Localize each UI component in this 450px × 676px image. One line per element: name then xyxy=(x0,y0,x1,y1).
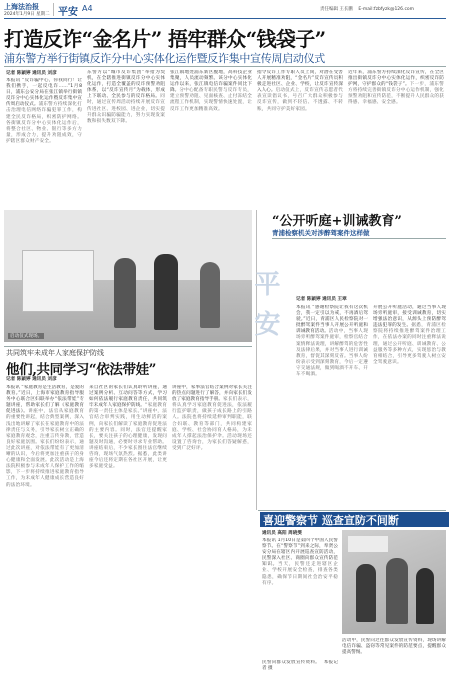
bottom-photo-caption xyxy=(262,660,338,672)
second-column-2 xyxy=(89,385,167,671)
lead-col3-text: 张江镇地处浦东新区腹地，高科技企业集聚，人员流动频繁。该分中心实体化运作以来，张江镇电信诈骗案件同比下降。 xyxy=(170,70,252,94)
lead-col1-text: 本报讯 “反诈骗中心，你我同行！让我们携手，一起反电诈……”1月8日，浦东公安分局在张江镇举行街镇反诈分中心实体化运作暨反诈集中宣传周启动仪式。 xyxy=(6,78,82,108)
lead-column-3 xyxy=(170,70,252,206)
bottom-headline: 喜迎警察节 巡查宣防不间断 xyxy=(260,512,449,527)
lead-photo xyxy=(4,210,252,342)
section-name: 平安 xyxy=(58,7,78,18)
feature-col1-text: 本报讯 “感谢检察院让我有这次机会，我一定引以为戒，不再酒后驾驶。”近日，青浦区人民检察院对一批醉驾案件当事人开展公开听庭和训诫教育活动。 xyxy=(296,305,368,335)
photo-podium xyxy=(22,250,94,312)
second-column-3 xyxy=(172,385,252,671)
second-col3-fill: 家长们表示，将认真学习家庭教育促进法，依法履行监护职责，做孩子成长路上的引路人。法院也将持续延伸审判职能，联合妇联、教育等部门，共同构建家庭、学校、社会协同育人格局，为未成年人撑起法治保护伞。活动现场还设置了咨询台，为家长们答疑解惑，受到广泛好评。 xyxy=(172,397,252,451)
second-col2-text: 来自社区的家长们认真聆听讲座，通过案例分析、互动问答等方式，学习如何依法履行家庭教育责任，共同筑牢未成年人家庭保护防线。 xyxy=(89,385,167,409)
lead-subhead: 浦东警方举行街镇反诈分中心实体化运作暨反诈集中宣传周启动仪式 xyxy=(4,52,325,65)
lead-column-2 xyxy=(87,70,165,206)
feature-col1-fill: 活动中，当事人现场旁听醉驾案件庭审，检察官结合案情释法说理，讲解醉驾的危害性及法律后果，并对当事人进行训诫教育，督促其深刻反省。当事人纷纷表示受到深刻教育，今后一定遵守交通法规，做到喝酒不开车、开车不喝酒。 xyxy=(296,329,368,378)
second-col1-text: 本报讯 “家庭教育是生活教育，是爱的教育。”近日，上海市家庭教育指导服务中心联合区妇联举办“依法带娃”专题讲座，帮助家长们了解《家庭教育促进法》。 xyxy=(6,385,84,415)
second-col2-fill: “家庭教育的第一责任主体是家长。”讲座中，法官结合审判实践，用生动鲜活的案例，向家长们解读了家庭教育促进法的主要内容。同时，法官还提醒家长，要关注孩子的心理健康，发现问题及时沟通，必要时寻求专业帮助。讲座结束后，不少家长围住法官继续咨询，现场气氛热烈。据悉，此类讲座今后还将定期在各社区开展，让更多家庭受益。 xyxy=(89,403,167,470)
photo-figure-2 xyxy=(154,254,178,330)
photo-caption: 启动仪式现场。 xyxy=(10,334,43,339)
masthead-rule xyxy=(4,18,446,19)
feature-column-2 xyxy=(373,305,446,507)
second-kicker: 共同筑牢未成年人家庭保护防线 xyxy=(6,349,104,357)
photo-figure-1 xyxy=(114,258,136,328)
editor-credit xyxy=(320,6,414,12)
feature-col2-fill: 据悉，青浦区检察院将持续推进醉驾案件治理工作，在依法办案的同时注重释法说理，通过公开听庭、训诫教育、公益服务等多种方式，实现惩治与教育相结合，引导更多驾驶人树立安全驾驶意识。 xyxy=(373,323,446,365)
photo2-figure-3 xyxy=(416,568,434,624)
bottom-col2-text: 活动中，民警向过往群众发放宣传资料，现场讲解电信诈骗、盗窃等常见案件的防范要点，提醒群众提高警惕。 xyxy=(342,638,446,656)
feature-col2-text: 开展公开听庭活动，通过当事人现场旁听庭审，接受训诫教育，切实增强法治意识，从源头上预防醉驾违法犯罪的发生。 xyxy=(373,305,446,329)
lead-headline: 打造反诈“金名片” 捂牢群众“钱袋子” xyxy=(4,27,326,51)
lead-col1-fill: 浦东警方持续深化打击治理电信网络诈骗犯罪工作，构建全民反诈格局，织密防护网络。各街镇反诈分中心实体化运作后，将整合社区、物业、银行等多方力量，形成合力，提升劝阻成效，守护辖区群众财产安全。 xyxy=(6,102,82,144)
bottom-col1-fill: 当天，民警还走进辖区企业、学校开展安全检查，排查各类隐患，确保节日期间社会治安平稳有序。 xyxy=(262,562,338,586)
feature-divider xyxy=(256,210,257,510)
lead-col4-fill: 启动仪式上，反诈宣传志愿者代表宣读倡议书，号召广大群众积极参与反诈宣传，做到不轻信、不透露、不转账，共同守护美好家园。 xyxy=(257,88,343,112)
bottom-byline: 通讯员 高阳 周晓雯 xyxy=(262,531,302,536)
feature-column-1 xyxy=(296,305,368,507)
lead-column-1 xyxy=(6,78,82,206)
editor-name: 责任编辑 王长鹏 xyxy=(320,7,353,12)
lead-col2-fill: 同时，通过宣传周活动持续开展反诈宣传进社区、进校园、进企业，切实提升群众识骗防骗能力，努力实现发案数和损失数双下降。 xyxy=(87,94,165,124)
page-number: A4 xyxy=(82,4,93,13)
lead-column-4 xyxy=(257,70,343,206)
lead-col3-fill: 分中心配备专职民警与反诈专员，建立预警劝阻、见面核查、止付冻结全流程工作机制，实现警情快速处置，让反诈工作更加精准高效。 xyxy=(170,88,252,112)
lead-col4-text: 指令反诈工作专职人员上岗，对潜在受害人开展精准劝阻，“金名片”反诈宣传员积极走进社区、企业、学校，让反诈宣传深入人心。 xyxy=(257,70,343,94)
feature-headline: “公开听庭+训诫教育” xyxy=(272,214,402,229)
masthead xyxy=(0,0,450,20)
section-rule-2 xyxy=(4,346,252,347)
contact-email: E-mail:fzbfyzk@126.com xyxy=(358,7,415,12)
photo2-sign xyxy=(348,536,388,552)
issue-date: 2024年1月9日 星期二 xyxy=(4,12,50,17)
second-col3-text: 讲座中，家事法官结合案例对家长关注的热点问题进行了解答，并向家长们发放了家庭教育指导手册。 xyxy=(172,385,252,403)
feature-vertical-banner: 平安 xyxy=(250,270,280,350)
bottom-column-2 xyxy=(342,638,446,672)
paper-name: 上海法治报 xyxy=(4,2,39,11)
feature-byline: 记者 陈颖婷 通讯员 王翠 xyxy=(296,297,347,302)
photo-figure-3 xyxy=(200,262,220,328)
lead-byline: 记者 陈颖婷 通讯员 刘彦 xyxy=(6,71,57,76)
bottom-caption-text: 民警向群众发放宣传资料。 xyxy=(262,660,321,665)
bottom-column-1 xyxy=(262,538,338,672)
second-byline: 记者 陈颖婷 通讯员 刘彦 xyxy=(6,377,57,382)
lead-rule xyxy=(4,66,446,67)
feature-rule xyxy=(272,238,446,239)
feature-subhead: 青浦检察机关对涉醉驾案件这样做 xyxy=(272,229,370,237)
second-headline: 他们,共同学习“依法带娃” xyxy=(6,362,157,378)
lead-col5-fill: 下一步，浦东警方将持续完善街镇反诈分中心运作机制，强化预警劝阻和宣传防范，不断提升人民群众的获得感、幸福感、安全感。 xyxy=(348,82,444,106)
second-col1-fill: 讲座中，法官从家庭教育的重要性讲起，结合典型案例，深入浅出地讲解了家长在家庭教育中的法律责任与义务，引导家长树立正确的家庭教育观念，注重言传身教，营造良好家庭氛围。家长们纷纷表示，通过此次讲座，对依法带娃有了更加清晰的认识，今后将更加注重孩子的身心健康和全面发展。此次活动是上海法院积极参与未成年人保护工作的缩影，下一步将持续推进家庭教育指导工作，为未成年人健康成长营造良好的法治环境。 xyxy=(6,409,84,488)
bottom-caption-credit: 本报记者 摄 xyxy=(262,660,338,672)
lead-col5-text: 近年来，浦东警方持续深化反诈宣传，在全区推出街镇反诈分中心实体化运作，织密反诈防护网，守护群众的“钱袋子”。 xyxy=(348,70,444,88)
bottom-photo xyxy=(342,530,446,634)
second-column-1 xyxy=(6,385,84,671)
bottom-rule xyxy=(258,510,446,511)
lead-col2-text: 东警方以“城市反诈集团”举措为契机，在全辖推进街镇反诈分中心实体化运作，打造全覆盖的反诈预警劝阻体系，以“反诈宣传月”为载体，形成上下联动、全民参与的反诈格局。 xyxy=(87,70,165,100)
photo2-figure-1 xyxy=(356,564,376,622)
bottom-col1-text: 本报讯 1月10日是第四个中国人民警察节。在“警察节”到来之际，奉贤公安分局在辖区内开展巡查宣防活动，民警深入社区、商圈向群众宣传防范知识。 xyxy=(262,538,338,568)
lead-column-5 xyxy=(348,70,444,206)
photo2-figure-2 xyxy=(386,558,408,624)
masthead-divider xyxy=(53,3,54,16)
